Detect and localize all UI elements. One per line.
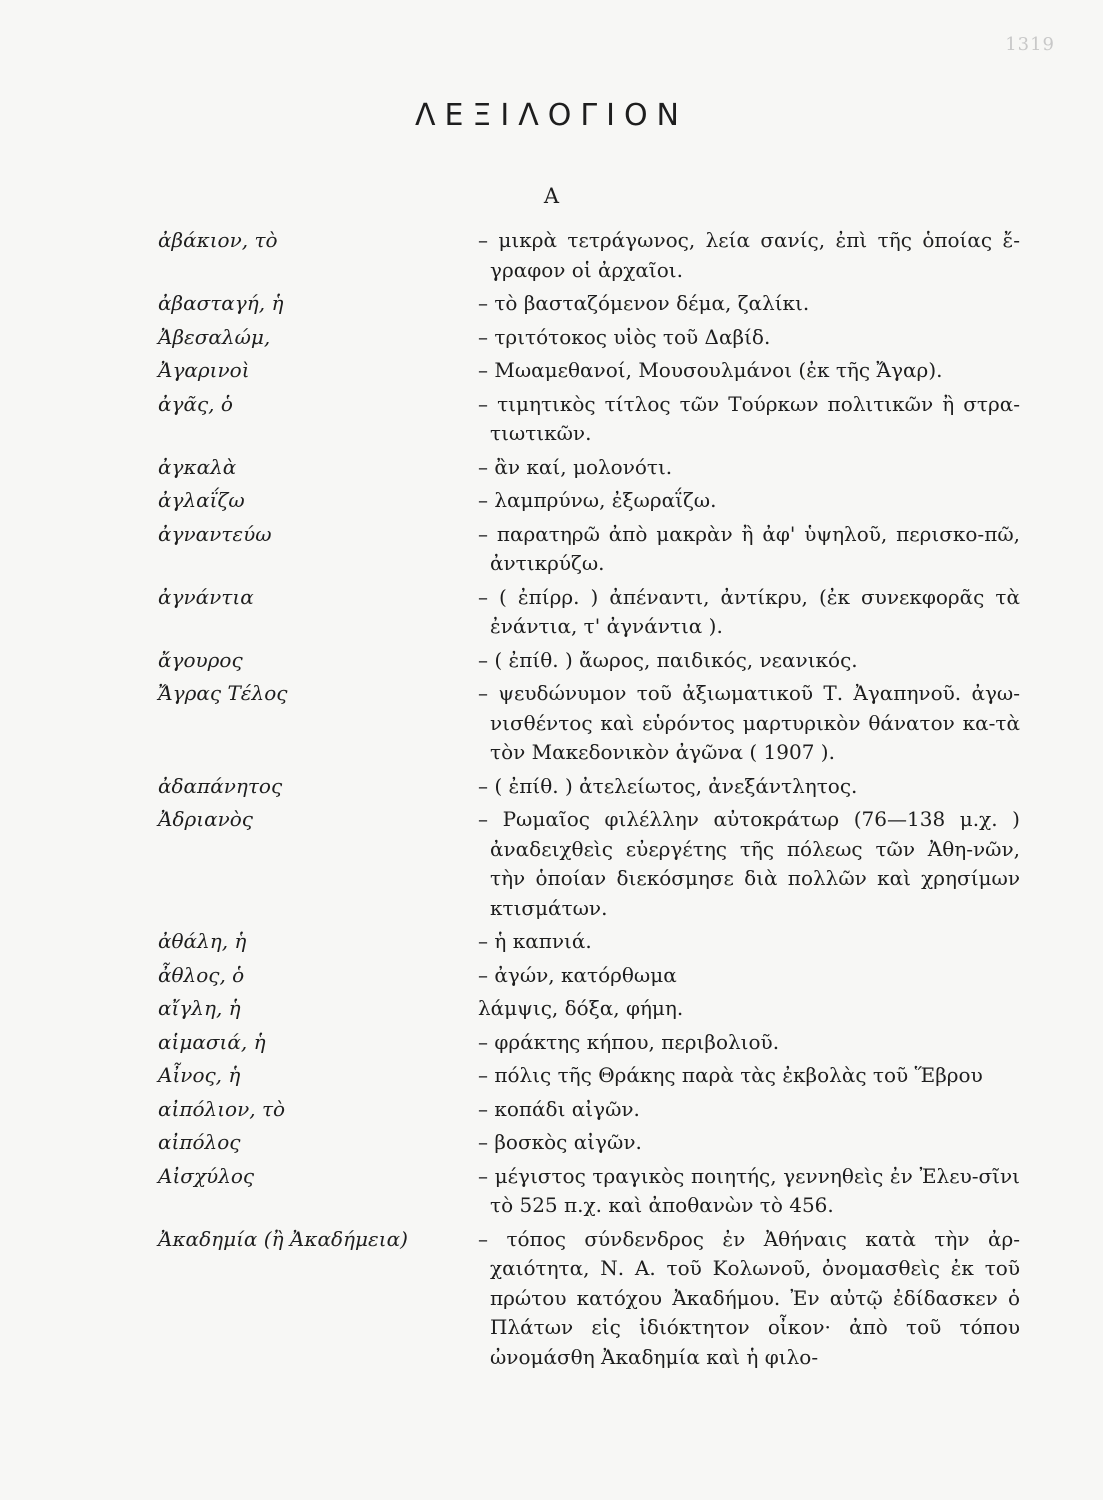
entry-term: Αἶνος, ἡ: [158, 1063, 241, 1087]
entry-term: ἀβάκιον, τὸ: [158, 228, 278, 252]
entry-term: ἀγναντεύω: [158, 521, 272, 546]
glossary-entry: [0, 772, 1103, 802]
entry-definition: – ἡ καπνιά.: [478, 929, 592, 953]
entry-term: Αἰσχύλος: [158, 1163, 255, 1188]
entry-definition: – ἀγών, κατόρθωμα: [478, 962, 677, 987]
entry-term: Ἀκαδημία (ἢ Ἀκαδήμεια): [158, 1226, 408, 1251]
entry-definition: – μικρὰ τετράγωνος, λεία σανίς, ἐπὶ τῆς ὁποίας ἔ-γραφον οἱ ἀρχαῖοι.: [478, 228, 1020, 282]
entry-definition: λάμψις, δόξα, φήμη.: [478, 996, 684, 1020]
glossary-entry: [0, 927, 1103, 957]
entry-term: ἀδαπάνητος: [158, 773, 283, 798]
glossary-entry: [0, 994, 1103, 1024]
glossary-entry: [0, 390, 1103, 449]
entry-term: ἀγνάντια: [158, 584, 254, 609]
glossary-entry: [0, 805, 1103, 923]
page-title: ΛΕΞΙΛΟΓΙΟΝ: [414, 98, 689, 133]
entry-term: Ἀδριανὸς: [158, 807, 253, 831]
glossary-entries: [0, 226, 1103, 1376]
glossary-entry: [0, 679, 1103, 768]
entry-definition: – Ρωμαῖος φιλέλλην αὐτοκράτωρ (76—138 μ.χ. ) ἀναδειχθεὶς εὐεργέτης τῆς πόλεως τῶν Ἀθη-νῶν, τὴν ὁποίαν διεκόσμησε διὰ πολλῶν καὶ χρησίμων κτισμάτων.: [478, 807, 1020, 920]
entry-definition: – ψευδώνυμον τοῦ ἀξιωματικοῦ Τ. Ἀγαπηνοῦ. ἀγω-νισθέντος καὶ εὑρόντος μαρτυρικὸν θάνατον κα-τὰ τὸν Μακεδονικὸν ἀγῶνα ( 1907 ).: [478, 681, 1020, 764]
entry-definition: – βοσκὸς αἰγῶν.: [478, 1130, 642, 1154]
glossary-entry: [0, 1225, 1103, 1373]
entry-definition: – ( ἐπίθ. ) ἄωρος, παιδικός, νεανικός.: [478, 647, 858, 672]
entry-definition: – μέγιστος τραγικὸς ποιητής, γεννηθεὶς ἐν Ἐλευ-σῖνι τὸ 525 π.χ. καὶ ἀποθανὼν τὸ 456.: [478, 1163, 1020, 1217]
glossary-entry: [0, 961, 1103, 991]
section-letter: Α: [543, 184, 560, 208]
entry-definition: – τόπος σύνδενδρος ἐν Ἀθήναις κατὰ τὴν ἀρ-χαιότητα, Ν. Α. τοῦ Κολωνοῦ, ὀνομασθεὶς ἐκ τοῦ πρώτου κατόχου Ἀκαδήμου. Ἐν αὐτῷ ἐδίδασκεν ὁ Πλάτων εἰς ἰδιόκτητον οἶκον· ἀπὸ τοῦ τόπου ὠνομάσθη Ἀκαδημία καὶ ἡ φιλο-: [478, 1226, 1020, 1369]
glossary-entry: [0, 486, 1103, 516]
entry-definition: – φράκτης κήπου, περιβολιοῦ.: [478, 1029, 780, 1054]
page-number: 1319: [1005, 34, 1055, 55]
glossary-entry: [0, 1095, 1103, 1125]
glossary-entry: [0, 1028, 1103, 1058]
glossary-entry: [0, 289, 1103, 319]
entry-definition: – παρατηρῶ ἀπὸ μακρὰν ἢ ἀφ' ὑψηλοῦ, περισκο-πῶ, ἀντικρύζω.: [478, 521, 1020, 575]
entry-definition: – τὸ βασταζόμενον δέμα, ζαλίκι.: [478, 291, 810, 315]
glossary-entry: [0, 1162, 1103, 1221]
glossary-entry: [0, 1061, 1103, 1091]
entry-term: Ἀβεσαλώμ,: [158, 324, 271, 349]
entry-definition: – ( ἐπίθ. ) ἀτελείωτος, ἀνεξάντλητος.: [478, 773, 858, 798]
glossary-entry: [0, 453, 1103, 483]
entry-term: ἀθάλη, ἡ: [158, 929, 247, 953]
entry-definition: – τιμητικὸς τίτλος τῶν Τούρκων πολιτικῶν ἢ στρα-τιωτικῶν.: [478, 391, 1020, 445]
entry-definition: – λαμπρύνω, ἐξωραΐζω.: [478, 488, 717, 512]
entry-definition: – πόλις τῆς Θράκης παρὰ τὰς ἐκβολὰς τοῦ Ἕβρου: [478, 1063, 983, 1087]
glossary-entry: [0, 1128, 1103, 1158]
entry-term: αἴγλη, ἡ: [158, 996, 241, 1020]
entry-term: αἰπόλος: [158, 1130, 241, 1154]
entry-term: ἄγουρος: [158, 647, 243, 672]
entry-term: ἆθλος, ὁ: [158, 962, 245, 987]
entry-definition: – τριτότοκος υἱὸς τοῦ Δαβίδ.: [478, 324, 771, 349]
entry-term: ἀγᾶς, ὁ: [158, 391, 233, 416]
entry-term: Ἄγρας Τέλος: [158, 681, 288, 705]
entry-term: Ἀγαρινοὶ: [158, 358, 250, 382]
glossary-entry: [0, 323, 1103, 353]
entry-term: ἀβασταγή, ἡ: [158, 291, 284, 315]
entry-definition: – ἂν καί, μολονότι.: [478, 454, 673, 479]
glossary-entry: [0, 356, 1103, 386]
entry-term: αἰπόλιον, τὸ: [158, 1096, 286, 1121]
entry-definition: – κοπάδι αἰγῶν.: [478, 1096, 640, 1121]
glossary-entry: [0, 520, 1103, 579]
entry-definition: – Μωαμεθανοί, Μουσουλμάνοι (ἐκ τῆς Ἄγαρ).: [478, 358, 943, 382]
glossary-entry: [0, 583, 1103, 642]
entry-definition: – ( ἐπίρρ. ) ἀπέναντι, ἀντίκρυ, (ἐκ συνεκφορᾶς τὰ ἐνάντια, τ' ἀγνάντια ).: [478, 584, 1020, 638]
entry-term: ἀγκαλὰ: [158, 454, 237, 479]
entry-term: αἱμασιά, ἡ: [158, 1029, 266, 1054]
entry-term: ἀγλαΐζω: [158, 488, 245, 512]
glossary-entry: [0, 646, 1103, 676]
glossary-entry: [0, 226, 1103, 285]
